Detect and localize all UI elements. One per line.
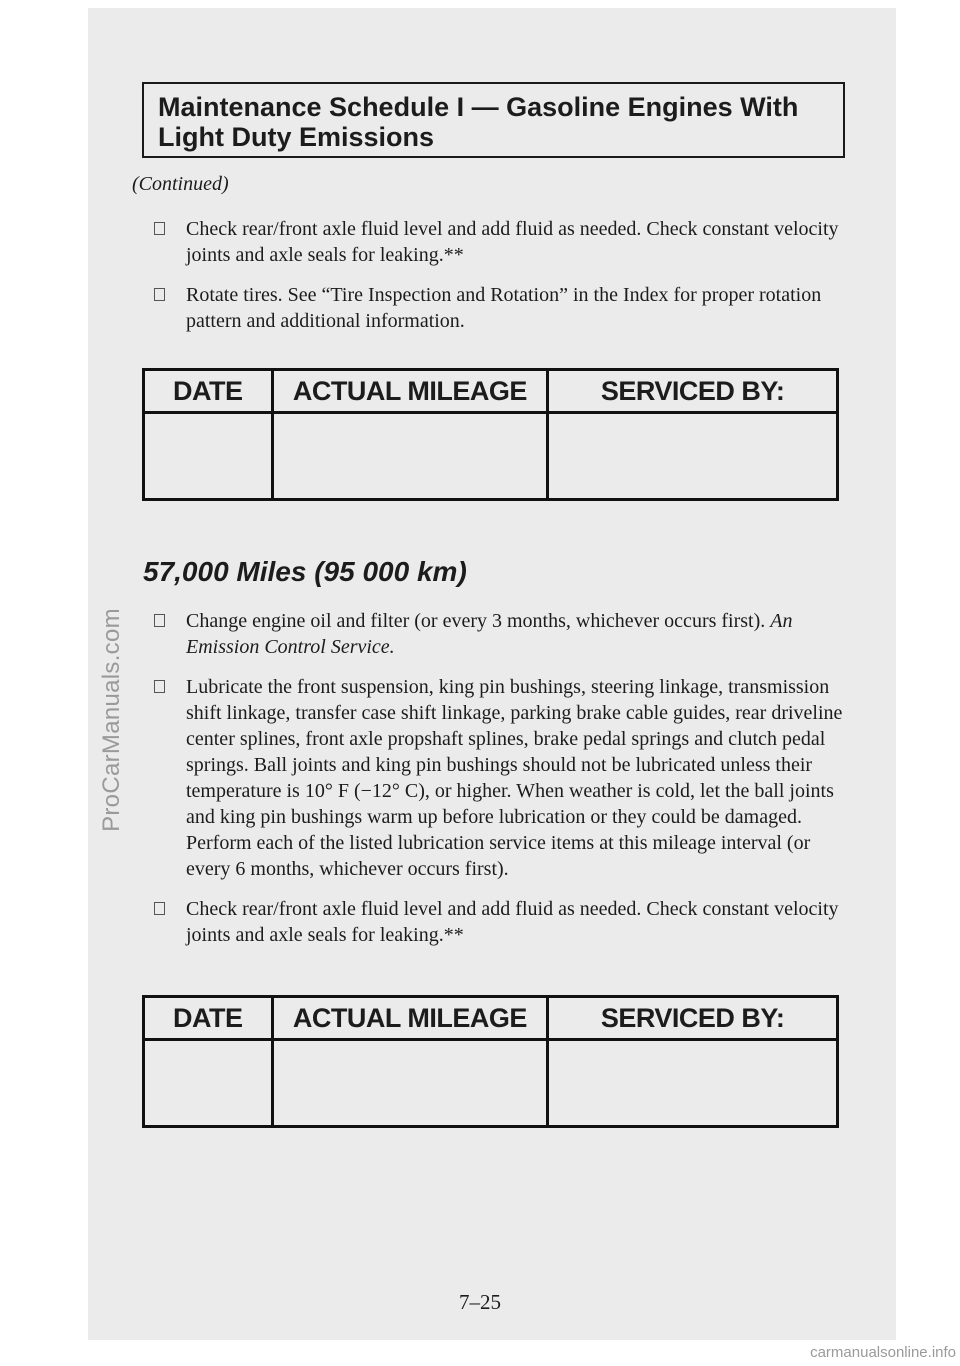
table-row (144, 1040, 838, 1127)
header-date: DATE (144, 370, 273, 413)
list-item (150, 216, 850, 268)
page-number: 7–25 (459, 1290, 501, 1314)
watermark-side-text: ProCarManuals.com (98, 608, 125, 832)
checklist-section-2 (150, 608, 850, 962)
list-item-text: Check rear/front axle fluid level and add fluid as needed. Check constant velocity joints and axle seals for leaking.** (186, 898, 839, 946)
service-record-table-2 (142, 995, 839, 1128)
checkbox-icon[interactable] (154, 680, 165, 693)
continued-label: (Continued) (132, 173, 229, 195)
date-cell[interactable] (144, 413, 273, 500)
list-item (150, 674, 850, 882)
list-item-text: Check rear/front axle fluid level and add fluid as needed. Check constant velocity joints and axle seals for leaking.** (186, 218, 839, 266)
checkbox-icon[interactable] (154, 902, 165, 915)
mileage-heading: 57,000 Miles (95 000 km) (143, 556, 467, 587)
service-record-table-1 (142, 368, 839, 501)
header-serviced-by: SERVICED BY: (548, 370, 838, 413)
mileage-cell[interactable] (272, 1040, 548, 1127)
section-heading-line-2: Light Duty Emissions (158, 122, 435, 152)
list-item (150, 608, 850, 660)
header-actual-mileage: ACTUAL MILEAGE (272, 997, 548, 1040)
list-item (150, 896, 850, 948)
table-header-row (144, 997, 838, 1040)
list-item (150, 282, 850, 334)
date-cell[interactable] (144, 1040, 273, 1127)
checkbox-icon[interactable] (154, 222, 165, 235)
checklist-section-1 (150, 216, 850, 348)
list-item-text: Lubricate the front suspension, king pin bushings, steering linkage, transmission shift linkage, transfer case shift linkage, parking brake cable guides, rear driveline center splines, front axle propshaft splines, brake pedal springs and clutch pedal springs. Ball joints and king pin bushings should not be lubricated unless their temperature is 10° F (−12° C), or higher. When weather is cold, let the ball joints and king pin bushings warm up before lubrication or they could be damaged. Perform each of the listed lubrication service items at this mileage interval (or every 6 months, whichever occurs first). (186, 676, 843, 880)
list-item-text: Change engine oil and filter (or every 3 months, whichever occurs first). (186, 610, 766, 632)
header-actual-mileage: ACTUAL MILEAGE (272, 370, 548, 413)
section-heading-box (142, 82, 845, 158)
header-date: DATE (144, 997, 273, 1040)
serviced-by-cell[interactable] (548, 413, 838, 500)
section-heading-line-1: Maintenance Schedule I — Gasoline Engines With (158, 92, 799, 122)
serviced-by-cell[interactable] (548, 1040, 838, 1127)
header-serviced-by: SERVICED BY: (548, 997, 838, 1040)
mileage-cell[interactable] (272, 413, 548, 500)
checkbox-icon[interactable] (154, 614, 165, 627)
emission-service-note: An Emission Control Service. (186, 610, 793, 658)
table-row (144, 413, 838, 500)
checkbox-icon[interactable] (154, 288, 165, 301)
watermark-bottom: carmanualsonline.info (810, 1344, 956, 1361)
table-header-row (144, 370, 838, 413)
list-item-text: Rotate tires. See “Tire Inspection and Rotation” in the Index for proper rotation pattern and additional information. (186, 284, 822, 332)
